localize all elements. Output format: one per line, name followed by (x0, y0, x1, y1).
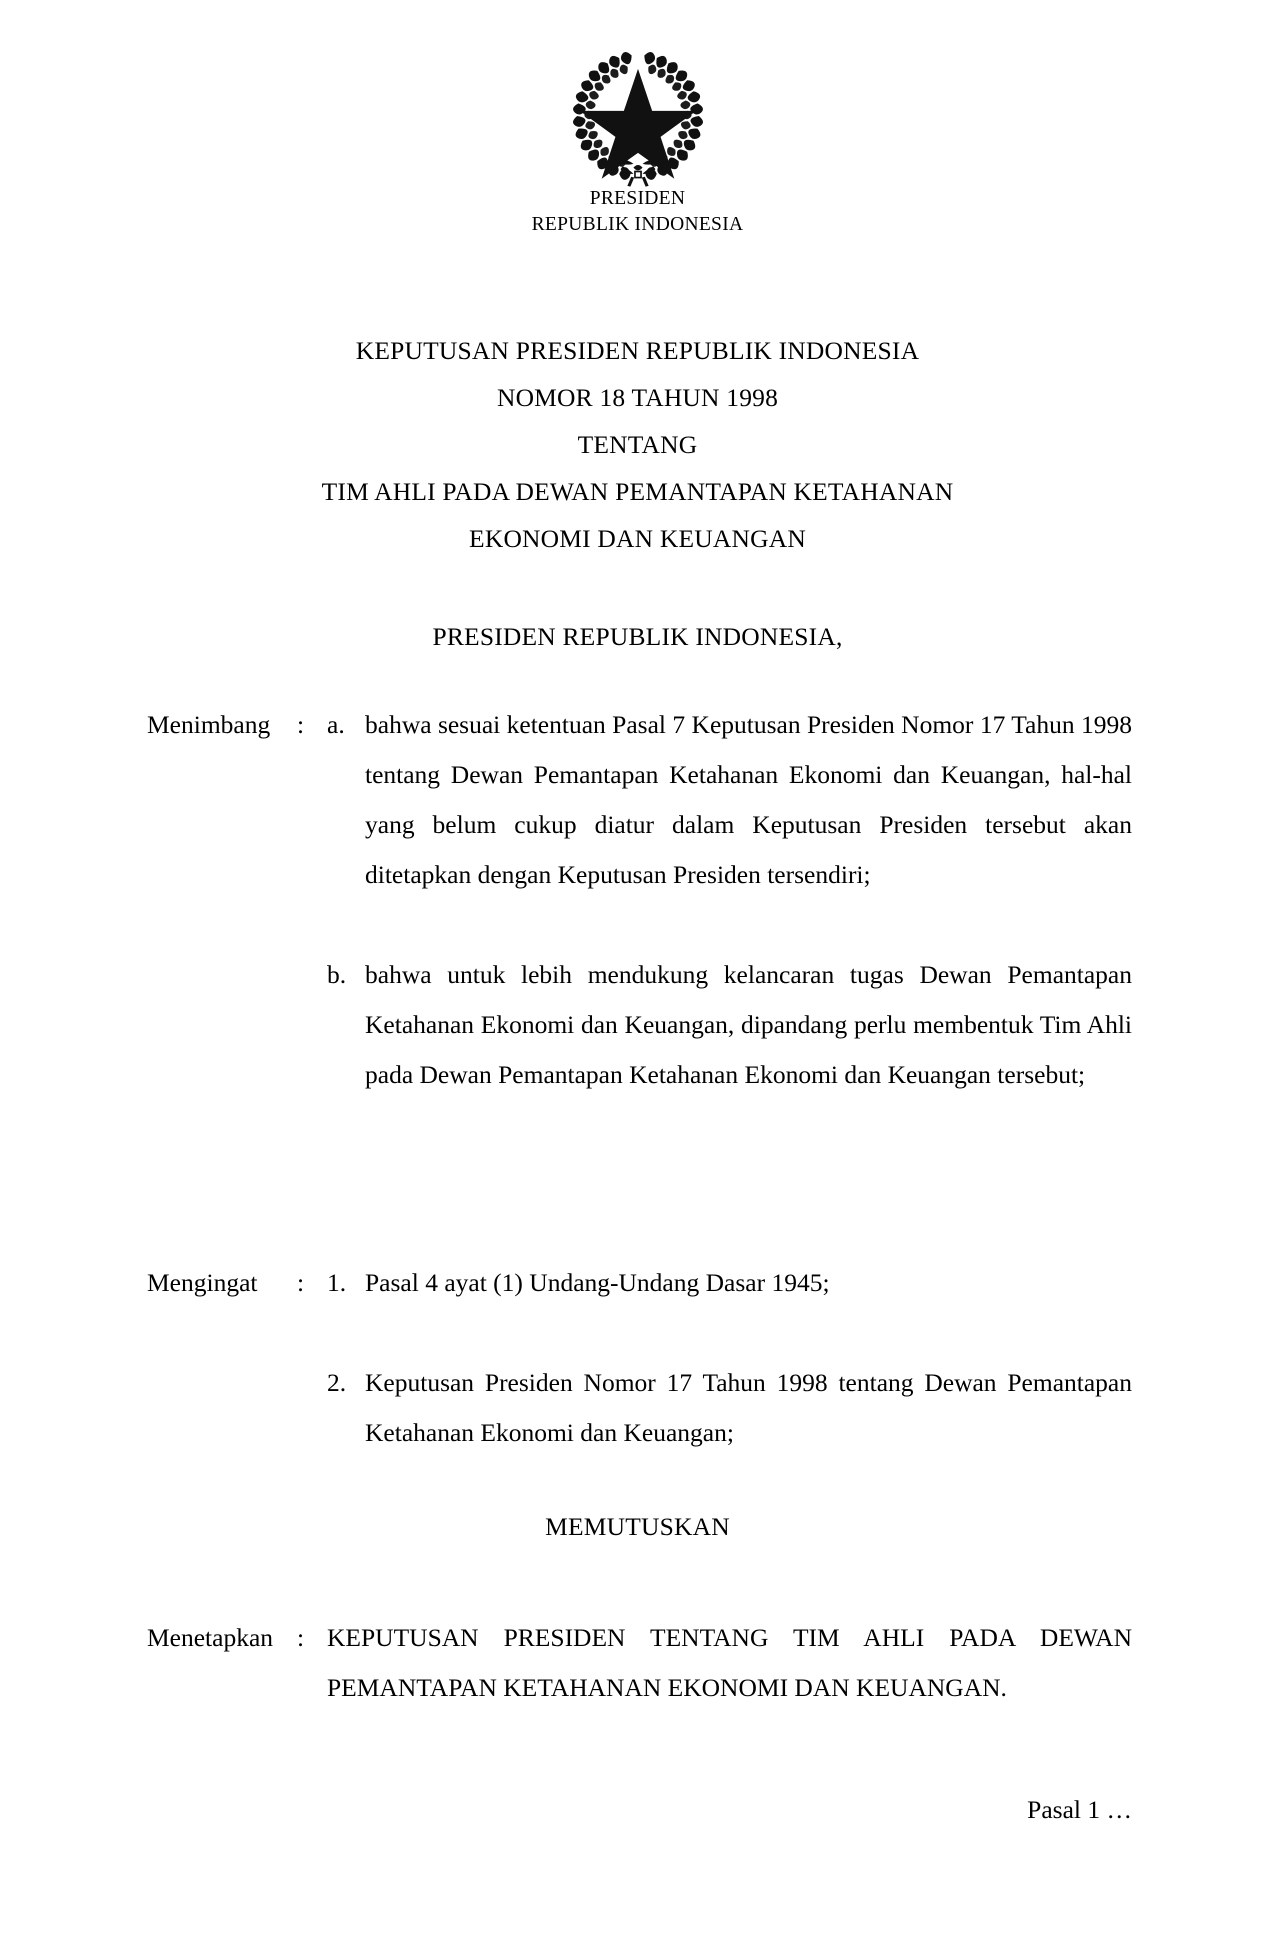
mengingat-section (147, 1258, 1132, 1458)
list-item (327, 950, 1132, 1100)
mengingat-items (327, 1258, 1132, 1458)
title-line-subject-2: EKONOMI DAN KEUANGAN (469, 524, 806, 553)
emblem-container (0, 40, 1275, 192)
menimbang-text-b: bahwa untuk lebih mendukung kelancaran tugas Dewan Pemantapan Ketahanan Ekonomi dan Keuangan, dipandang perlu membentuk Tim Ahli pada Dewan Pemantapan Ketahanan Ekonomi dan Keuangan tersebut; (365, 960, 1132, 1089)
mengingat-row (147, 1258, 1132, 1458)
menetapkan-section (147, 1613, 1132, 1713)
menimbang-marker-b: b. (327, 960, 347, 989)
header-caption (0, 186, 1275, 238)
list-item (327, 1258, 1132, 1308)
menimbang-label: Menimbang (147, 710, 271, 739)
menimbang-section (147, 700, 1132, 1100)
header-line-presiden: PRESIDEN (589, 188, 686, 209)
mengingat-label: Mengingat (147, 1268, 258, 1297)
menimbang-row (147, 700, 1132, 1100)
presidential-seal-icon (562, 40, 714, 192)
mengingat-text-1: Pasal 4 ayat (1) Undang-Undang Dasar 1945; (365, 1268, 830, 1297)
memutuskan-heading: MEMUTUSKAN (545, 1512, 730, 1541)
menetapkan-colon: : (297, 1623, 305, 1652)
menetapkan-row (147, 1613, 1132, 1713)
menetapkan-text: KEPUTUSAN PRESIDEN TENTANG TIM AHLI PADA DEWAN PEMANTAPAN KETAHANAN EKONOMI DAN KEUANGAN. (327, 1623, 1132, 1702)
continuation-note: Pasal 1 … (1027, 1795, 1132, 1824)
mengingat-colon: : (297, 1268, 305, 1297)
title-line-nomor: NOMOR 18 TAHUN 1998 (496, 383, 779, 412)
menimbang-text-a: bahwa sesuai ketentuan Pasal 7 Keputusan Presiden Nomor 17 Tahun 1998 tentang Dewan Pemantapan Ketahanan Ekonomi dan Keuangan, hal-hal yang belum cukup diatur dalam Keputusan Presiden tersebut akan ditetapkan dengan Keputusan Presiden tersendiri; (365, 710, 1132, 889)
menimbang-marker-a: a. (327, 710, 345, 739)
list-item (327, 1358, 1132, 1458)
title-line-keputusan: KEPUTUSAN PRESIDEN REPUBLIK INDONESIA (355, 336, 920, 365)
menimbang-colon: : (297, 710, 305, 739)
mengingat-text-2: Keputusan Presiden Nomor 17 Tahun 1998 tentang Dewan Pemantapan Ketahanan Ekonomi dan Keuangan; (365, 1368, 1132, 1447)
opening-line: PRESIDEN REPUBLIK INDONESIA, (432, 622, 843, 651)
title-line-subject-1: TIM AHLI PADA DEWAN PEMANTAPAN KETAHANAN (321, 477, 954, 506)
list-item (327, 700, 1132, 900)
menimbang-items (327, 700, 1132, 1100)
mengingat-marker-1: 1. (327, 1268, 347, 1297)
mengingat-marker-2: 2. (327, 1368, 347, 1397)
title-line-tentang: TENTANG (577, 430, 698, 459)
header-line-republik-indonesia: REPUBLIK INDONESIA (531, 214, 744, 235)
menetapkan-label: Menetapkan (147, 1623, 274, 1652)
document-title-block (0, 327, 1275, 562)
